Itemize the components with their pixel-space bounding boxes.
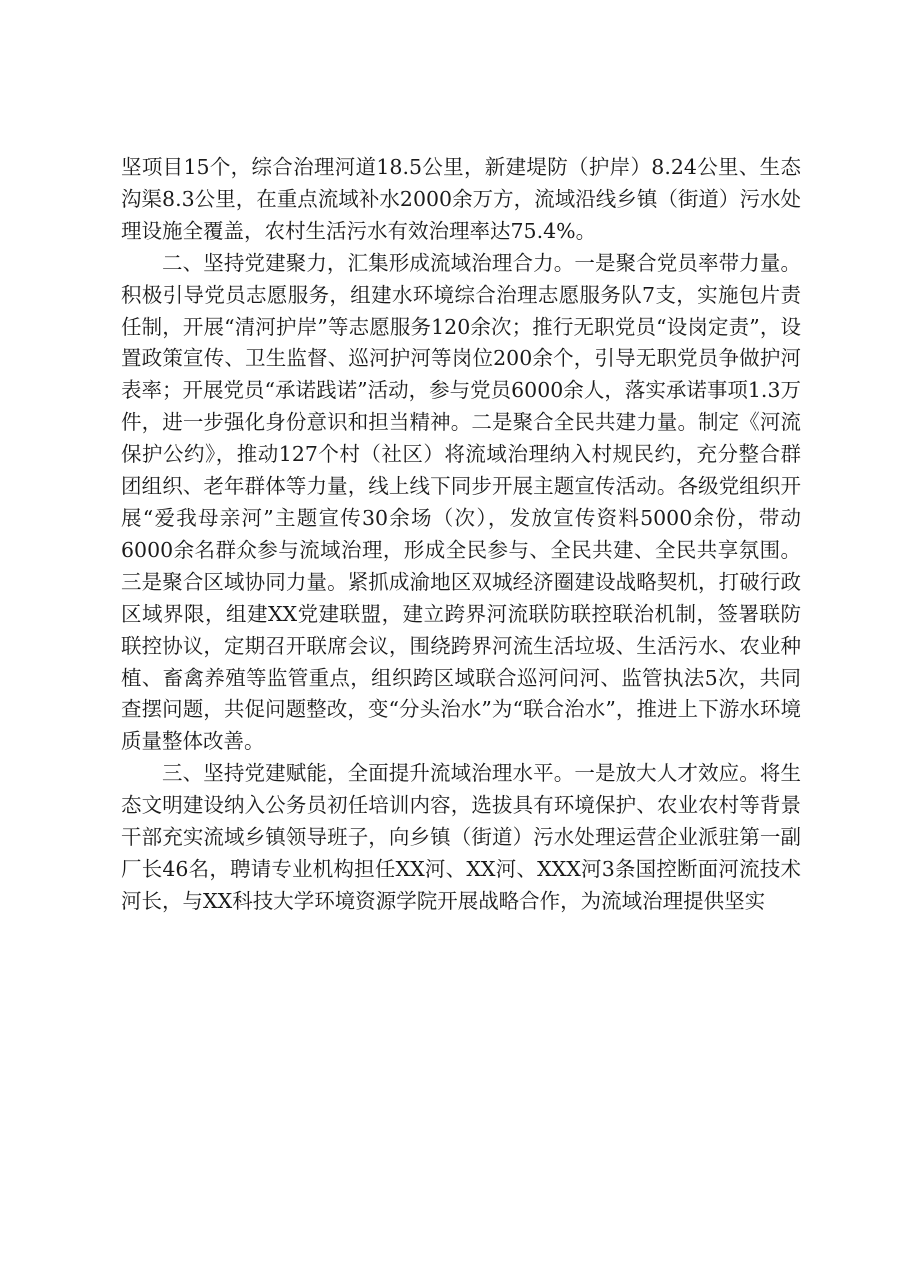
paragraph-section-two: 二、坚持党建聚力，汇集形成流域治理合力。一是聚合党员率带力量。积极引导党员志愿服务，组建水环境综合治理志愿服务队7支，实施包片责任制，开展“清河护岸”等志愿服务120余次；推行无职党员“设岗定责”，设置政策宣传、卫生监督、巡河护河等岗位200余个，引导无职党员争做护河表率；开展党员“承诺践诺”活动，参与党员6000余人，落实承诺事项1.3万件，进一步强化身份意识和担当精神。二是聚合全民共建力量。制定《河流保护公约》，推动127个村（社区）将流域治理纳入村规民约，充分整合群团组织、老年群体等力量，线上线下同步开展主题宣传活动。各级党组织开展“爱我母亲河”主题宣传30余场（次），发放宣传资料5000余份，带动6000余名群众参与流域治理，形成全民参与、全民共建、全民共享氛围。三是聚合区域协同力量。紧抓成渝地区双城经济圈建设战略契机，打破行政区域界限，组建XX党建联盟，建立跨界河流联防联控联治机制，签署联防联控协议，定期召开联席会议，围绕跨界河流生活垃圾、生活污水、农业种植、畜禽养殖等监管重点，组织跨区域联合巡河问河、监管执法5次，共同查摆问题，共促问题整改，变“分头治水”为“联合治水”，推进上下游水环境质量整体改善。	[121, 250, 801, 754]
document-body	[121, 152, 801, 918]
paragraph-section-three: 三、坚持党建赋能，全面提升流域治理水平。一是放大人才效应。将生态文明建设纳入公务员初任培训内容，选拔具有环境保护、农业农村等背景干部充实流域乡镇领导班子，向乡镇（街道）污水处理运营企业派驻第一副厂长46名，聘请专业机构担任XX河、XX河、XXX河3条国控断面河流技术河长，与XX科技大学环境资源学院开展战略合作，为流域治理提供坚实	[121, 761, 801, 913]
paragraph-continuation: 坚项目15个，综合治理河道18.5公里，新建堤防（护岸）8.24公里、生态沟渠8.3公里，在重点流域补水2000余万方，流域沿线乡镇（街道）污水处理设施全覆盖，农村生活污水有效治理率达75.4%。	[121, 155, 801, 243]
